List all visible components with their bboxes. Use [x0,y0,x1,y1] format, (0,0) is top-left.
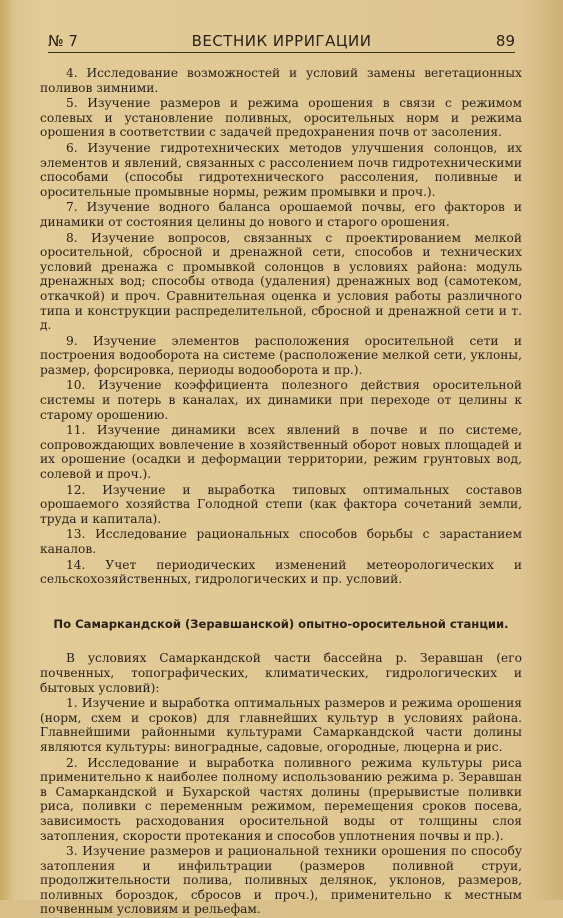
list-item: 4. Исследование возможностей и условий замены вегетационных поливов зимними. [40,66,522,95]
list-item: 13. Исследование рациональных способов борьбы с зарастанием каналов. [40,527,522,556]
section-intro: В условиях Самаркандской части бассейна р. Зеравшан (его почвенных, топографических, климатических, гидрологических и бытовых условий): [40,651,522,695]
article-body [40,66,522,918]
list-item: 2. Исследование и выработка поливного режима культуры риса применительно к наиболее полному использованию режима р. Зеравшан в Самаркандской и Бухарской частях долины (прерывистые поливки риса, поливки с переменным режимом, перемещения сроков посева, зависимость расходования оросительной воды от толщины слоя затопления, скорости протекания и способов уплотнения почвы и пр.). [40,755,522,843]
running-header [48,30,515,53]
page-number: 89 [495,32,515,50]
list-item: 5. Изучение размеров и режима орошения в связи с режимом солевых и установление поливных, оросительных норм и режима орошения в соответствии с задачей предохранения почв от засоления. [40,96,522,140]
issue-number: № 7 [48,32,78,50]
list-item: 3. Изучение размеров и рациональной техники орошения по способу затопления и инфильтрации (размеров поливной струи, продолжительности полива, поливных делянок, уклонов, размеров, поливных бороздок, сбросов и проч.), применительно к местным почвенным условиям и рельефам. [40,844,522,917]
list-item: 1. Изучение и выработка оптимальных размеров и режима орошения (норм, схем и сроков) для главнейших культур в условиях района. Главнейшими районными культурами Самаркандской части долины являются культуры: виноградные, садовые, огородные, люцерна и рис. [40,696,522,754]
list-item: 8. Изучение вопросов, связанных с проектированием мелкой оросительной, сбросной и дренажной сети, способов и технических условий дренажа с промывкой солонцов в условиях района: модуль дренажных вод; способы отвода (удаления) дренажных вод (самотеком, откачкой) и проч. Сравнительная оценка и условия работы различного типа и конструкции распределительной, сбросной и дренажной сети и т. д. [40,230,522,333]
list-item: 7. Изучение водного баланса орошаемой почвы, его факторов и динамики от состояния целины до нового и старого орошения. [40,200,522,229]
list-item: 14. Учет периодических изменений метеорологических и сельскохозяйственных, гидрологических и пр. условий. [40,557,522,587]
list-item: 11. Изучение динамики всех явлений в почве и по системе, сопровождающих вовлечение в хозяйственный оборот новых площадей и их орошение (осадки и деформации территории, режим грунтовых вод, солевой и проч.). [40,423,522,482]
section-heading: По Самаркандской (Зеравшанской) опытно-оросительной станции. [53,616,509,631]
list-item: 6. Изучение гидротехнических методов улучшения солонцов, их элементов и явлений, связанных с рассолением почв гидротехническими способами (способы гидротехнического рассоления, поливные и оросительные промывные нормы, режим промывки и проч.). [40,140,522,199]
list-item: 9. Изучение элементов расположения оросительной сети и построения водооборота на системе (расположение мелкой сети, уклоны, размер, форсировка, периоды водооборота и пр.). [40,333,522,377]
list-item: 12. Изучение и выработка типовых оптимальных составов орошаемого хозяйства Голодной степи (как фактора сочетаний земли, труда и капитала). [40,482,522,526]
journal-title: ВЕСТНИК ИРРИГАЦИИ [191,32,372,50]
list-item: 10. Изучение коэффициента полезного действия оросительной системы и потерь в каналах, их динамики при переходе от целины к старому орошению. [40,378,522,422]
